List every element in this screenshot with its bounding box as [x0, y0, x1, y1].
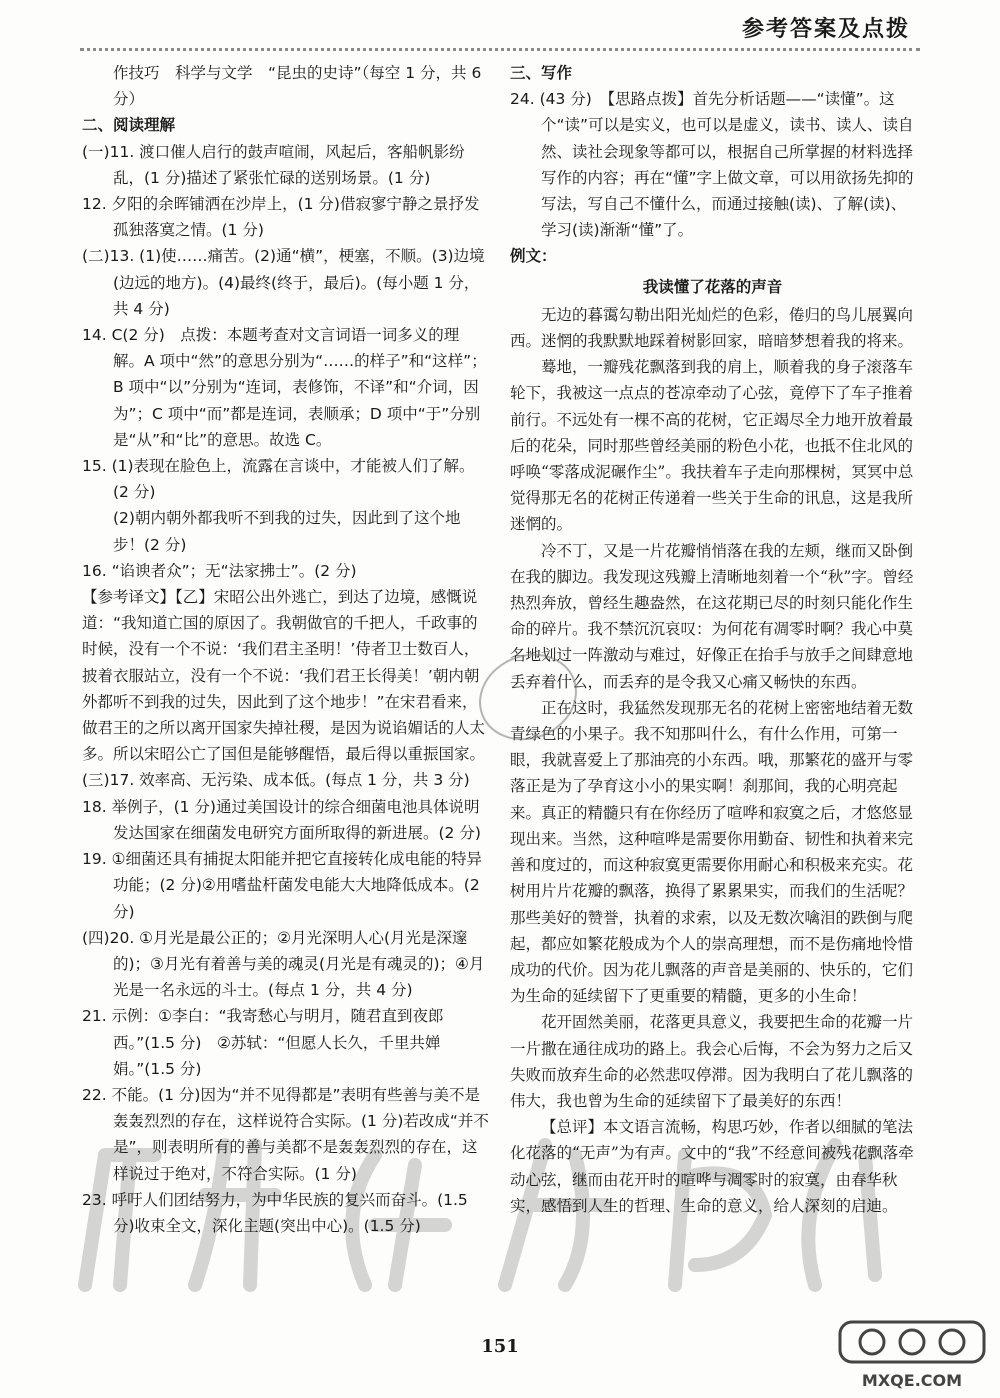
section-heading-writing: 三、写作	[510, 64, 573, 82]
answer-item: (二)13. (1)使……痛苦。(2)通“横”，梗塞，不顺。(3)边境(边远的地方)。(4)最终(终于，最后)。(每小题 1 分，共 4 分)	[82, 247, 485, 318]
essay-title: 我读懂了花落的声音	[642, 277, 783, 296]
essay-paragraph: 无边的暮霭勾勒出阳光灿烂的色彩，倦归的鸟儿展翼向西。迷惘的我默默地踩着树影回家，暗暗梦想着我的将来。	[510, 305, 914, 351]
answer-item: (2)朝内朝外都我听不到我的过失，因此到了这个地步！(2 分)	[113, 509, 461, 554]
page-header-title: 参考答案及点拨	[741, 17, 910, 42]
corner-logo-text: MXQE.COM	[861, 1371, 963, 1390]
answer-item: 18. 举例子，(1 分)通过美国设计的综合细菌电池具体说明发达国家在细菌发电研究方面所取得的新进展。(2 分)	[82, 797, 481, 842]
answer-item-24: 24. (43 分) 【思路点拨】首先分析话题——“读懂”。这个“读”可以是实义，也可以是虚义，读书、读人、读自然、读社会现象等都可以，根据自己所掌握的材料选择写作的内容；再在“懂”字上做文章，可以用欲扬先抑的写法，写自己不懂什么，而通过接触(读)、了解(读)、学习(读)渐渐“懂”了。	[510, 90, 914, 240]
reference-translation: 【参考译文】【乙】宋昭公出外逃亡，到达了边境，感慨说道：“我知道亡国的原因了。我朝做官的千把人，千政事的时候，没有一个不说：‘我们君主圣明！’侍者卫士数百人，披着衣服站立，没有一个不说：‘我们君王长得美！’朝内朝外都听不到我的过失，因此到了这个地步！”在宋君看来，做君王的之所以离开国家失掉社稷，是因为说谄媚话的人太多。所以宋昭公亡了国但是能够醒悟，最后得以重振国家。	[82, 588, 486, 764]
answer-item: 16. “谄谀者众”；无“法家拂士”。(2 分)	[82, 561, 357, 580]
answer-item: 23. 呼吁人们团结努力，为中华民族的复兴而奋斗。(1.5 分)收束全文，深化主题(突出中心)。(1.5 分)	[82, 1190, 468, 1235]
page-number: 151	[481, 1336, 519, 1357]
header-dotted-rule	[80, 48, 920, 51]
section-heading: 二、阅读理解	[82, 116, 176, 135]
answer-item: (四)20. ①月光是最公正的；②月光深明人心(月光是深邃的)；③月光有着善与美的魂灵(月光是有魂灵的)；④月光是一名永远的斗士。(每点 1 分，共 4 分)	[82, 928, 485, 1000]
answer-item: 21. 示例：①李白：“我寄愁心与明月，随君直到夜郎西。”(1.5 分) ②苏轼：“但愿人长久，千里共婵娟。”(1.5 分)	[82, 1007, 444, 1078]
left-column	[82, 60, 490, 1239]
essay-paragraph: 蓦地，一瓣残花飘落到我的肩上，顺着我的身子滚落车轮下，我被这一点点的苍凉牵动了心弦，竟停下了车子推着前行。不远处有一棵不高的花树，它正竭尽全力地开放着最后的花朵，同时那些曾经美丽的粉色小花，也抵不住北风的呼唤“零落成泥碾作尘”。我扶着车子走向那棵树，冥冥中总觉得那无名的花树正传递着一些关于生命的讯息，这是我所迷惘的。	[510, 358, 914, 534]
answer-item: (三)17. 效率高、无污染、成本低。(每点 1 分，共 3 分)	[82, 771, 470, 790]
answer-item: 15. (1)表现在脸色上，流露在言谈中，才能被人们了解。(2 分)	[82, 457, 475, 502]
example-label: 例文：	[510, 247, 557, 266]
answer-item: 22. 不能。(1 分)因为“并不见得都是”表明有些善与美不是轰轰烈烈的存在，这样说符合实际。(1 分)若改成“并不是”，则表明所有的善与美都不是轰轰烈烈的存在，这样说过于绝对，不符合实际。(1 分)	[82, 1085, 489, 1183]
essay-paragraph: 花开固然美丽，花落更具意义，我要把生命的花瓣一片一片撒在通往成功的路上。我会心后悔，不会为努力之后又失败而放弃生命的必然悲叹停滞。因为我明白了花儿飘落的伟大，我也曾为生命的延续留下了最美好的东西！	[510, 1013, 914, 1110]
essay-paragraph: 正在这时，我猛然发现那无名的花树上密密地结着无数青绿色的小果子。我不知那叫什么，有什么作用，可第一眼，我就喜爱上了那油亮的小东西。哦，那繁花的盛开与零落正是为了孕育这小小的果实啊！刹那间，我的心明亮起来。真正的精髓只有在你经历了喧哗和寂寞之后，才悠悠显现出来。当然，这种喧哗是需要你用勤奋、韧性和执着来完善和度过的，而这种寂寞更需要你用耐心和积极来充实。花树用片片花瓣的飘落，换得了累累果实，而我们的生活呢？那些美好的赞誉，执着的求索，以及无数次噙泪的跌倒与爬起，都应如繁花般成为个人的崇高理想，而不是伤痛地怜惜成功的代价。因为花儿飘落的声音是美丽的、快乐的，它们为生命的延续留下了更重要的精髓，更多的小生命！	[510, 698, 914, 1006]
answer-item: 作技巧 科学与文学 “昆虫的史诗”（每空 1 分，共 6 分）	[113, 64, 482, 109]
right-column	[510, 60, 915, 1219]
answer-item: 14. C(2 分) 点拨：本题考查对文言词语一词多义的理解。A 项中“然”的意思分别为“……的样子”和“这样”；B 项中“以”分别为“连词，表修饰，不译”和“介词，因为”；C 项中“而”都是连词，表顺承；D 项中“于”分别是“从”和“比”的意思。故选 C。	[82, 326, 487, 449]
essay-paragraph: 冷不丁，又是一片花瓣悄悄落在我的左颊，继而又卧倒在我的脚边。我发现这残瓣上清晰地刻着一个“秋”字。曾经热烈奔放，曾经生趣盎然，在这花期已尽的时刻只能化作生命的碎片。我不禁沉沉哀叹：为何花有凋零时啊？我心中莫名地划过一阵激动与难过，好像正在抬手与放手之间肆意地丢弃着什么，而丢弃的是令我又心痛又畅快的东西。	[510, 541, 914, 691]
essay-comment: 【总评】本文语言流畅，构思巧妙，作者以细腻的笔法化花落的“无声”为有声。文中的“我”不经意间被残花飘落牵动心弦，继而由花开时的喧哗与凋零时的寂寞，由春华秋实，感悟到人生的哲理、生命的意义，给人深刻的启迪。	[510, 1118, 914, 1215]
answer-item: (一)11. 渡口催人启行的鼓声喧闹，风起后，客船帆影纷乱，(1 分)描述了紧张忙碌的送别场景。(1 分)	[82, 142, 465, 187]
answer-item: 19. ①细菌还具有捕捉太阳能并把它直接转化成电能的特异功能；(2 分)②用嗜盐杆菌发电能大大地降低成本。(2 分)	[82, 850, 482, 921]
answer-item: 12. 夕阳的余晖铺洒在沙岸上，(1 分)借寂寥宁静之景抒发孤独落寞之情。(1 分)	[82, 195, 480, 240]
